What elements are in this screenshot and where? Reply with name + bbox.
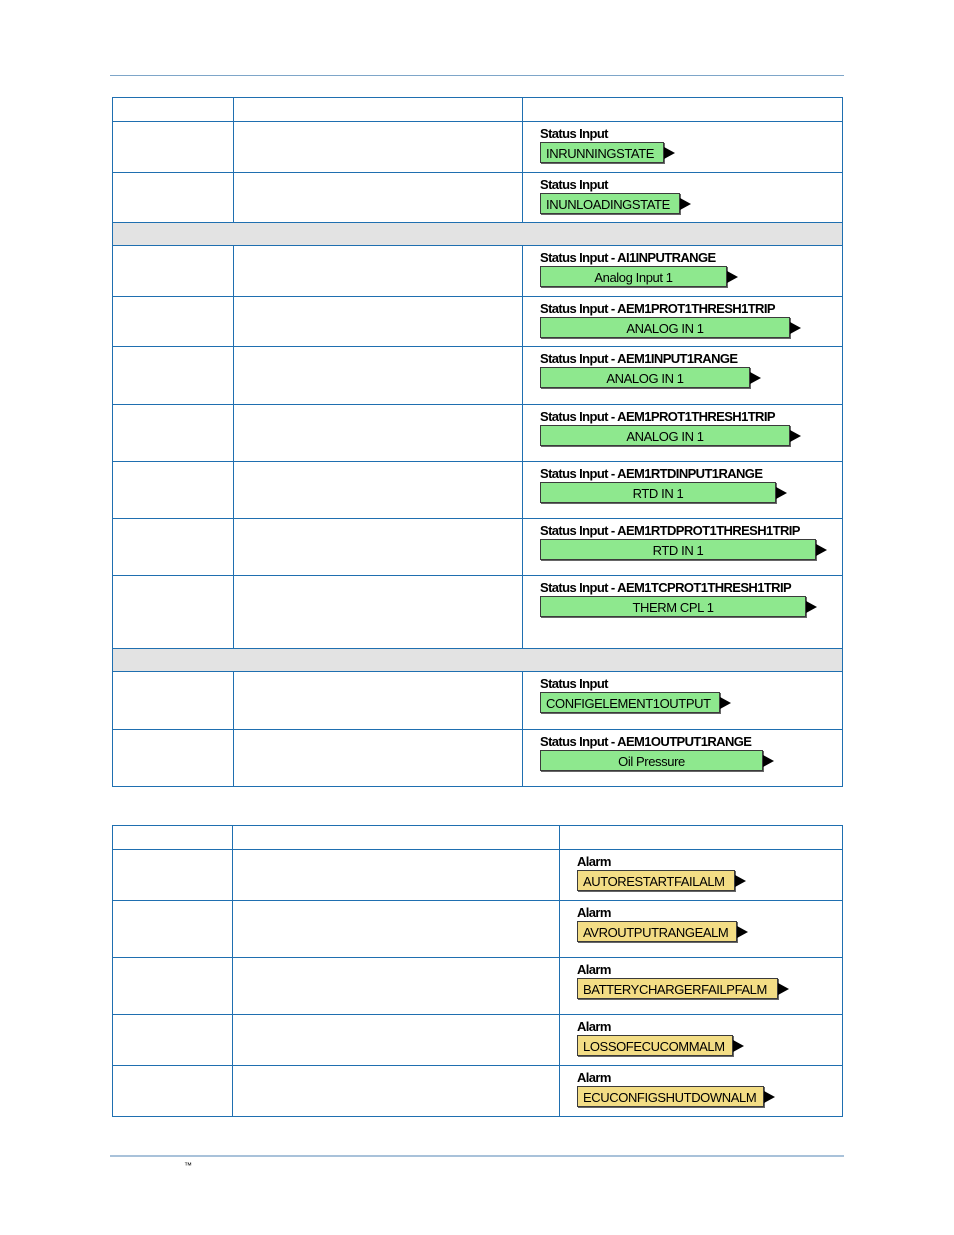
description-cell <box>234 246 523 297</box>
element-cell <box>523 576 843 649</box>
table-row <box>113 576 843 649</box>
element-label-box: RTD IN 1 <box>540 539 816 560</box>
element-title: Status Input - AI1INPUTRANGE <box>540 250 716 265</box>
description-cell <box>234 576 523 649</box>
element-label-box: ANALOG IN 1 <box>540 425 790 446</box>
description-cell <box>233 850 560 901</box>
element-block <box>540 142 675 163</box>
output-arrow-icon <box>737 926 748 938</box>
element-cell <box>523 173 843 223</box>
section-header-row <box>113 649 843 672</box>
name-cell <box>113 576 234 649</box>
name-cell <box>113 98 234 122</box>
status-input-logic-element <box>523 405 842 446</box>
status-input-logic-element <box>523 297 842 338</box>
output-arrow-icon <box>727 271 738 283</box>
table-header-row <box>113 98 843 122</box>
element-cell <box>560 850 843 901</box>
table-row <box>113 730 843 787</box>
element-label-box: ANALOG IN 1 <box>540 367 750 388</box>
element-cell <box>523 347 843 405</box>
element-label-box: ANALOG IN 1 <box>540 317 790 338</box>
element-block <box>540 367 761 388</box>
element-block <box>577 978 789 999</box>
name-cell <box>113 173 234 223</box>
name-cell <box>113 519 234 576</box>
alarm-logic-element <box>560 901 842 942</box>
name-cell <box>113 462 234 519</box>
element-block <box>540 539 827 560</box>
table-header-row <box>113 826 843 850</box>
element-title: Status Input <box>540 126 608 141</box>
element-cell <box>523 297 843 347</box>
description-cell <box>233 901 560 958</box>
element-label-box: RTD IN 1 <box>540 482 776 503</box>
description-cell <box>234 730 523 787</box>
table-row <box>113 297 843 347</box>
element-label-box: AVROUTPUTRANGEALM <box>577 921 737 942</box>
output-arrow-icon <box>664 147 675 159</box>
status-input-logic-element <box>523 462 842 503</box>
alarm-logic-element <box>560 958 842 999</box>
status-input-logic-element <box>523 246 842 287</box>
description-cell <box>233 1066 560 1117</box>
element-cell <box>523 462 843 519</box>
header-rule <box>110 75 844 76</box>
element-label-box: THERM CPL 1 <box>540 596 806 617</box>
description-cell <box>233 958 560 1015</box>
element-label-box: INUNLOADINGSTATE <box>540 193 680 214</box>
element-title: Status Input <box>540 676 608 691</box>
element-cell <box>523 405 843 462</box>
table-row <box>113 405 843 462</box>
section-header-cell <box>113 649 843 672</box>
element-block <box>540 317 801 338</box>
status-input-logic-element <box>523 672 842 713</box>
table-row <box>113 462 843 519</box>
name-cell <box>113 246 234 297</box>
table-row <box>113 519 843 576</box>
element-block <box>540 193 691 214</box>
element-title: Alarm <box>577 854 611 869</box>
alarm-logic-element <box>560 850 842 891</box>
element-label-box: Analog Input 1 <box>540 266 727 287</box>
status-input-logic-element <box>523 347 842 388</box>
element-label-box: ECUCONFIGSHUTDOWNALM <box>577 1086 764 1107</box>
section-header-cell <box>113 223 843 246</box>
table-row <box>113 122 843 173</box>
name-cell <box>113 901 233 958</box>
element-title: Status Input - AEM1OUTPUT1RANGE <box>540 734 752 749</box>
table-row <box>113 173 843 223</box>
element-cell <box>523 98 843 122</box>
output-arrow-icon <box>776 487 787 499</box>
name-cell <box>113 122 234 173</box>
element-label-box: Oil Pressure <box>540 750 763 771</box>
table-row <box>113 347 843 405</box>
name-cell <box>113 958 233 1015</box>
element-label-box: BATTERYCHARGERFAILPFALM <box>577 978 778 999</box>
table-row <box>113 958 843 1015</box>
name-cell <box>113 850 233 901</box>
output-arrow-icon <box>790 322 801 334</box>
description-cell <box>233 826 560 850</box>
element-title: Status Input - AEM1RTDPROT1THRESH1TRIP <box>540 523 800 538</box>
description-cell <box>234 122 523 173</box>
alarm-table <box>112 825 843 1117</box>
status-input-logic-element <box>523 730 842 771</box>
element-cell <box>523 730 843 787</box>
element-title: Status Input - AEM1PROT1THRESH1TRIP <box>540 409 775 424</box>
element-cell <box>523 519 843 576</box>
element-title: Alarm <box>577 905 611 920</box>
name-cell <box>113 672 234 730</box>
description-cell <box>234 519 523 576</box>
element-cell <box>523 122 843 173</box>
element-block <box>540 750 774 771</box>
description-cell <box>234 672 523 730</box>
alarm-logic-element <box>560 1015 842 1056</box>
element-cell <box>523 246 843 297</box>
output-arrow-icon <box>735 875 746 887</box>
name-cell <box>113 297 234 347</box>
output-arrow-icon <box>816 544 827 556</box>
status-input-logic-element <box>523 173 842 214</box>
description-cell <box>234 98 523 122</box>
output-arrow-icon <box>720 697 731 709</box>
name-cell <box>113 730 234 787</box>
element-block <box>540 692 731 713</box>
alarm-logic-element <box>560 1066 842 1107</box>
element-title: Alarm <box>577 1070 611 1085</box>
element-label-box: INRUNNINGSTATE <box>540 142 664 163</box>
element-title: Status Input <box>540 177 608 192</box>
output-arrow-icon <box>778 983 789 995</box>
output-arrow-icon <box>750 372 761 384</box>
element-cell <box>560 1015 843 1066</box>
name-cell <box>113 347 234 405</box>
table-row <box>113 850 843 901</box>
element-title: Status Input - AEM1INPUT1RANGE <box>540 351 738 366</box>
description-cell <box>234 462 523 519</box>
footer-rule <box>110 1155 844 1157</box>
description-cell <box>234 347 523 405</box>
table-row <box>113 1066 843 1117</box>
name-cell <box>113 405 234 462</box>
trademark-symbol: ™ <box>184 1161 192 1170</box>
status-input-table <box>112 97 843 787</box>
output-arrow-icon <box>680 198 691 210</box>
element-block <box>577 870 746 891</box>
element-block <box>577 1035 744 1056</box>
output-arrow-icon <box>764 1091 775 1103</box>
status-input-logic-element <box>523 122 842 163</box>
element-label-box: LOSSOFECUCOMMALM <box>577 1035 733 1056</box>
element-label-box: CONFIGELEMENT1OUTPUT <box>540 692 720 713</box>
element-title: Alarm <box>577 1019 611 1034</box>
element-block <box>540 482 787 503</box>
element-cell <box>560 1066 843 1117</box>
element-cell <box>523 672 843 730</box>
element-cell <box>560 958 843 1015</box>
output-arrow-icon <box>790 430 801 442</box>
element-title: Status Input - AEM1PROT1THRESH1TRIP <box>540 301 775 316</box>
output-arrow-icon <box>806 601 817 613</box>
element-cell <box>560 901 843 958</box>
description-cell <box>233 1015 560 1066</box>
element-label-box: AUTORESTARTFAILALM <box>577 870 735 891</box>
table-row <box>113 246 843 297</box>
element-title: Status Input - AEM1RTDINPUT1RANGE <box>540 466 763 481</box>
element-block <box>540 596 817 617</box>
table-row <box>113 1015 843 1066</box>
element-block <box>540 425 801 446</box>
element-block <box>540 266 738 287</box>
output-arrow-icon <box>763 755 774 767</box>
element-block <box>577 1086 775 1107</box>
element-cell <box>560 826 843 850</box>
status-input-logic-element <box>523 576 842 617</box>
description-cell <box>234 173 523 223</box>
element-title: Alarm <box>577 962 611 977</box>
name-cell <box>113 826 233 850</box>
description-cell <box>234 297 523 347</box>
section-header-row <box>113 223 843 246</box>
table-row <box>113 672 843 730</box>
name-cell <box>113 1066 233 1117</box>
table-row <box>113 901 843 958</box>
element-title: Status Input - AEM1TCPROT1THRESH1TRIP <box>540 580 792 595</box>
name-cell <box>113 1015 233 1066</box>
description-cell <box>234 405 523 462</box>
status-input-logic-element <box>523 519 842 560</box>
output-arrow-icon <box>733 1040 744 1052</box>
element-block <box>577 921 748 942</box>
